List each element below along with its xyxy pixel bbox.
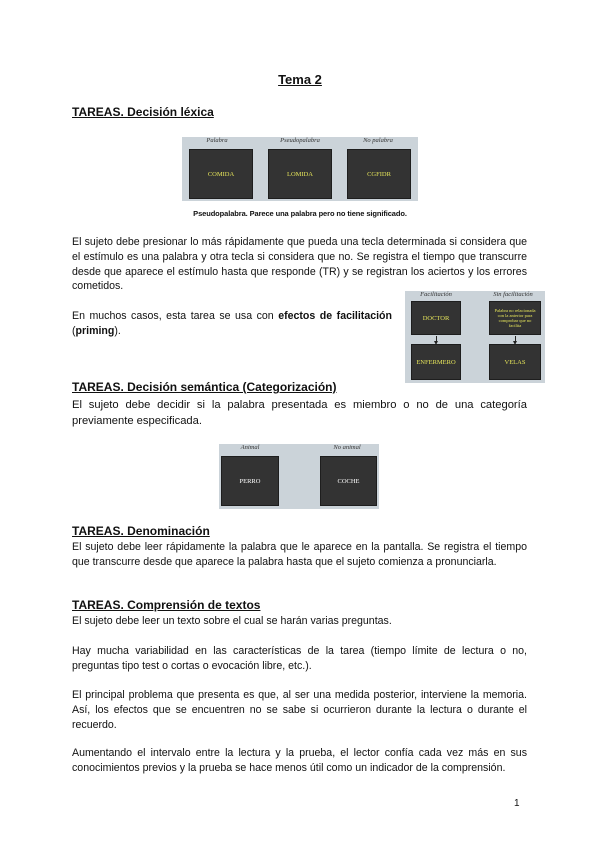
stimulus-word-box: COMIDA	[189, 149, 253, 199]
figure-label: Animal	[240, 444, 260, 451]
category-member-box: PERRO	[221, 456, 279, 506]
figure-label: No animal	[333, 444, 361, 451]
categorization-figure	[219, 444, 379, 509]
heading-text-comprehension: TAREAS. Comprensión de textos	[72, 598, 261, 612]
prime-box: DOCTOR	[411, 301, 461, 335]
lexical-decision-figure	[182, 137, 418, 201]
heading-naming: TAREAS. Denominación	[72, 524, 210, 538]
paragraph-comprehension-2: Hay mucha variabilidad en las características de la tarea (tiempo límite de lectura o no, preguntas tipo test o cortas o evocación libre, etc.).	[72, 645, 527, 672]
paragraph-naming: El sujeto debe leer rápidamente la palabra que le aparece en la pantalla. Se registra el tiempo que transcurre desde que aparece la palabra hasta que el sujeto comienza a pronunciarla.	[72, 541, 527, 568]
page-number: 1	[514, 798, 520, 809]
figure-caption: Pseudopalabra. Parece una palabra pero no tiene significado.	[193, 209, 407, 218]
paragraph-lexical-decision: El sujeto debe presionar lo más rápidamente que pueda una tecla determinada si considera que el estímulo es una palabra y otra tecla si considera que no. Se registra el tiempo que transcurre desde que aparece el estímulo hasta que responde (TR) y se registran los aciertos y los errores cometidos.	[72, 236, 527, 293]
stimulus-nonword-box: CGFIDR	[347, 149, 411, 199]
figure-label: No palabra	[363, 137, 393, 144]
target-box: ENFERMERO	[411, 344, 461, 380]
unrelated-prime-box: Palabra no relacionada con la anterior para comprobar que no facilita	[489, 301, 541, 335]
stimulus-pseudoword-box: LOMIDA	[268, 149, 332, 199]
paragraph-comprehension-1: El sujeto debe leer un texto sobre el cual se harán varias preguntas.	[72, 615, 392, 627]
priming-figure	[405, 291, 545, 383]
figure-label: Sin facilitación	[493, 291, 533, 298]
heading-semantic-decision: TAREAS. Decisión semántica (Categorización)	[72, 380, 337, 394]
figure-label: Pseudopalabra	[280, 137, 320, 144]
page-title: Tema 2	[278, 72, 322, 87]
target-box: VELAS	[489, 344, 541, 380]
priming-text-mid: (	[72, 324, 76, 337]
paragraph-semantic-decision: El sujeto debe decidir si la palabra presentada es miembro o no de una categoría previamente especificada.	[72, 399, 527, 427]
paragraph-comprehension-4: Aumentando el intervalo entre la lectura y la prueba, el lector confía cada vez más en sus conocimientos previos y la prueba se hace menos útil como un indicador de la comprensión.	[72, 747, 527, 774]
priming-text-pre: En muchos casos, esta tarea se usa con	[72, 310, 279, 322]
arrow-down-icon	[436, 336, 437, 342]
arrow-down-icon	[515, 336, 516, 342]
figure-label: Facilitación	[420, 291, 452, 298]
priming-text-post: ).	[114, 324, 121, 337]
heading-lexical-decision: TAREAS. Decisión léxica	[72, 105, 214, 119]
priming-bold-facilitation: efectos de facilitación	[278, 310, 392, 322]
paragraph-priming	[72, 309, 392, 339]
figure-label: Palabra	[206, 137, 228, 144]
paragraph-comprehension-3: El principal problema que presenta es que, al ser una medida posterior, interviene la memoria. Así, los efectos que se encuentren no se sabe si ocurrieron durante la lectura o durante el recuerdo.	[72, 689, 527, 731]
priming-bold-term: priming	[75, 324, 115, 337]
non-member-box: COCHE	[320, 456, 377, 506]
